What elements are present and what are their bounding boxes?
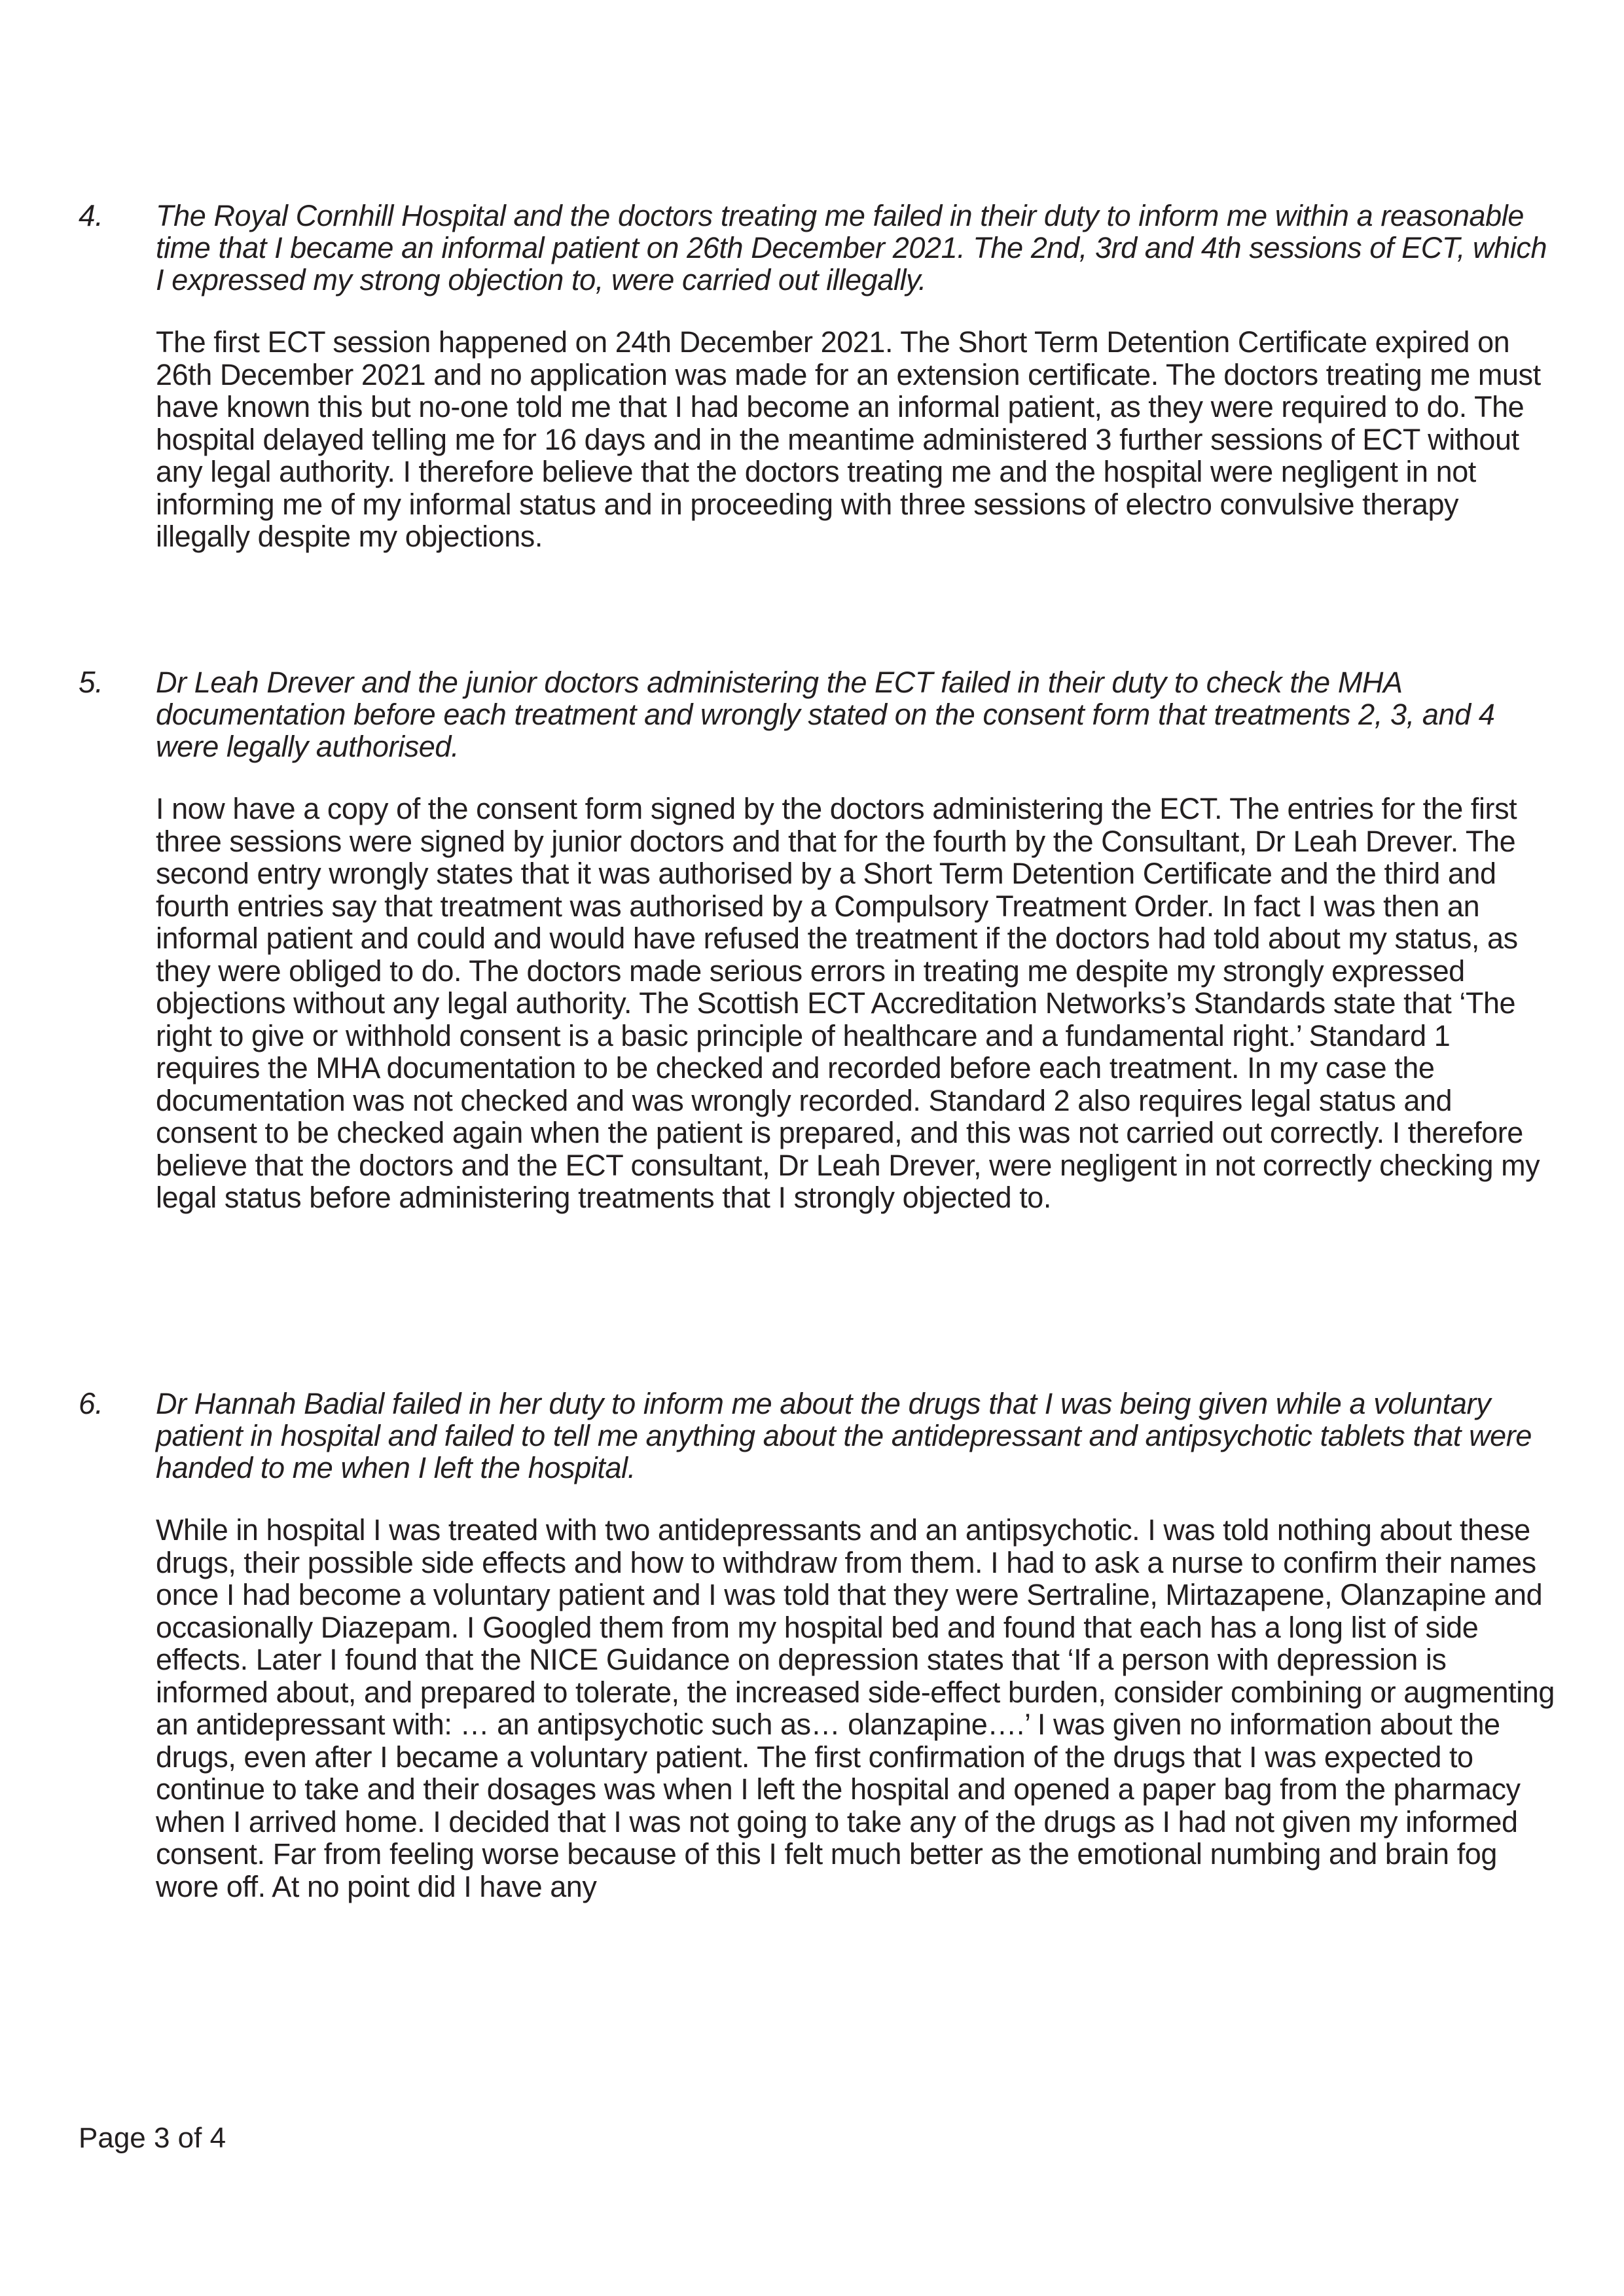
item-heading: The Royal Cornhill Hospital and the doctors treating me failed in their duty to inform me within a reasonable time that I became an informal patient on 26th December 2021. The 2nd, 3rd and 4th sessions of ECT, which I expressed my strong objection to, were carried out illegally.: [156, 199, 1547, 296]
page-number: Page 3 of 4: [79, 2122, 226, 2154]
item-body: While in hospital I was treated with two antidepressants and an antipsychotic. I was told nothing about these drugs, their possible side effects and how to withdraw from them. I had to ask a nurse to confirm their names once I had become a voluntary patient and I was told that they were Sertraline, Mirtazapene, Olanzapine and occasionally Diazepam. I Googled them from my hospital bed and found that each has a long list of side effects. Later I found that the NICE Guidance on depression states that ‘If a person with depression is informed about, and prepared to tolerate, the increased side-effect burden, consider combining or augmenting an antidepressant with: … an antipsychotic such as… olanzapine….’ I was given no information about the drugs, even after I became a voluntary patient. The first confirmation of the drugs that I was expected to continue to take and their dosages was when I left the hospital and opened a paper bag from the pharmacy when I arrived home. I decided that I was not going to take any of the drugs as I had not given my informed consent. Far from feeling worse because of this I felt much better as the emotional numbing and brain fog wore off. At no point did I have any: [156, 1513, 1555, 1903]
item-heading: Dr Hannah Badial failed in her duty to inform me about the drugs that I was being given while a voluntary patient in hospital and failed to tell me anything about the antidepressant and antipsychotic tablets that were handed to me when I left the hospital.: [156, 1387, 1532, 1484]
complaint-item-4: [79, 200, 1558, 553]
complaint-item-6: [79, 1388, 1558, 1903]
item-number: 5.: [79, 665, 103, 699]
item-heading: Dr Leah Drever and the junior doctors administering the ECT failed in their duty to check the MHA documentation before each treatment and wrongly stated on the consent form that treatments 2, 3, and 4 were legally authorised.: [156, 666, 1495, 763]
item-body: The first ECT session happened on 24th December 2021. The Short Term Detention Certificate expired on 26th December 2021 and no application was made for an extension certificate. The doctors treating me must have known this but no-one told me that I had become an informal patient, as they were required to do. The hospital delayed telling me for 16 days and in the meantime administered 3 further sessions of ECT without any legal authority. I therefore believe that the doctors treating me and the hospital were negligent in not informing me of my informal status and in proceeding with three sessions of electro convulsive therapy illegally despite my objections.: [156, 325, 1541, 553]
complaint-item-5: [79, 666, 1558, 1214]
item-number: 4.: [79, 198, 103, 232]
item-number: 6.: [79, 1386, 103, 1420]
item-body: I now have a copy of the consent form signed by the doctors administering the ECT. The entries for the first three sessions were signed by junior doctors and that for the fourth by the Consultant, Dr Leah Drever. The second entry wrongly states that it was authorised by a Short Term Detention Certificate and the third and fourth entries say that treatment was authorised by a Compulsory Treatment Order. In fact I was then an informal patient and could and would have refused the treatment if the doctors had told about my status, as they were obliged to do. The doctors made serious errors in treating me despite my strongly expressed objections without any legal authority. The Scottish ECT Accreditation Networks’s Standards state that ‘The right to give or withhold consent is a basic principle of healthcare and a fundamental right.’ Standard 1 requires the MHA documentation to be checked and recorded before each treatment. In my case the documentation was not checked and was wrongly recorded. Standard 2 also requires legal status and consent to be checked again when the patient is prepared, and this was not carried out correctly. I therefore believe that the doctors and the ECT consultant, Dr Leah Drever, were negligent in not correctly checking my legal status before administering treatments that I strongly objected to.: [156, 792, 1540, 1214]
